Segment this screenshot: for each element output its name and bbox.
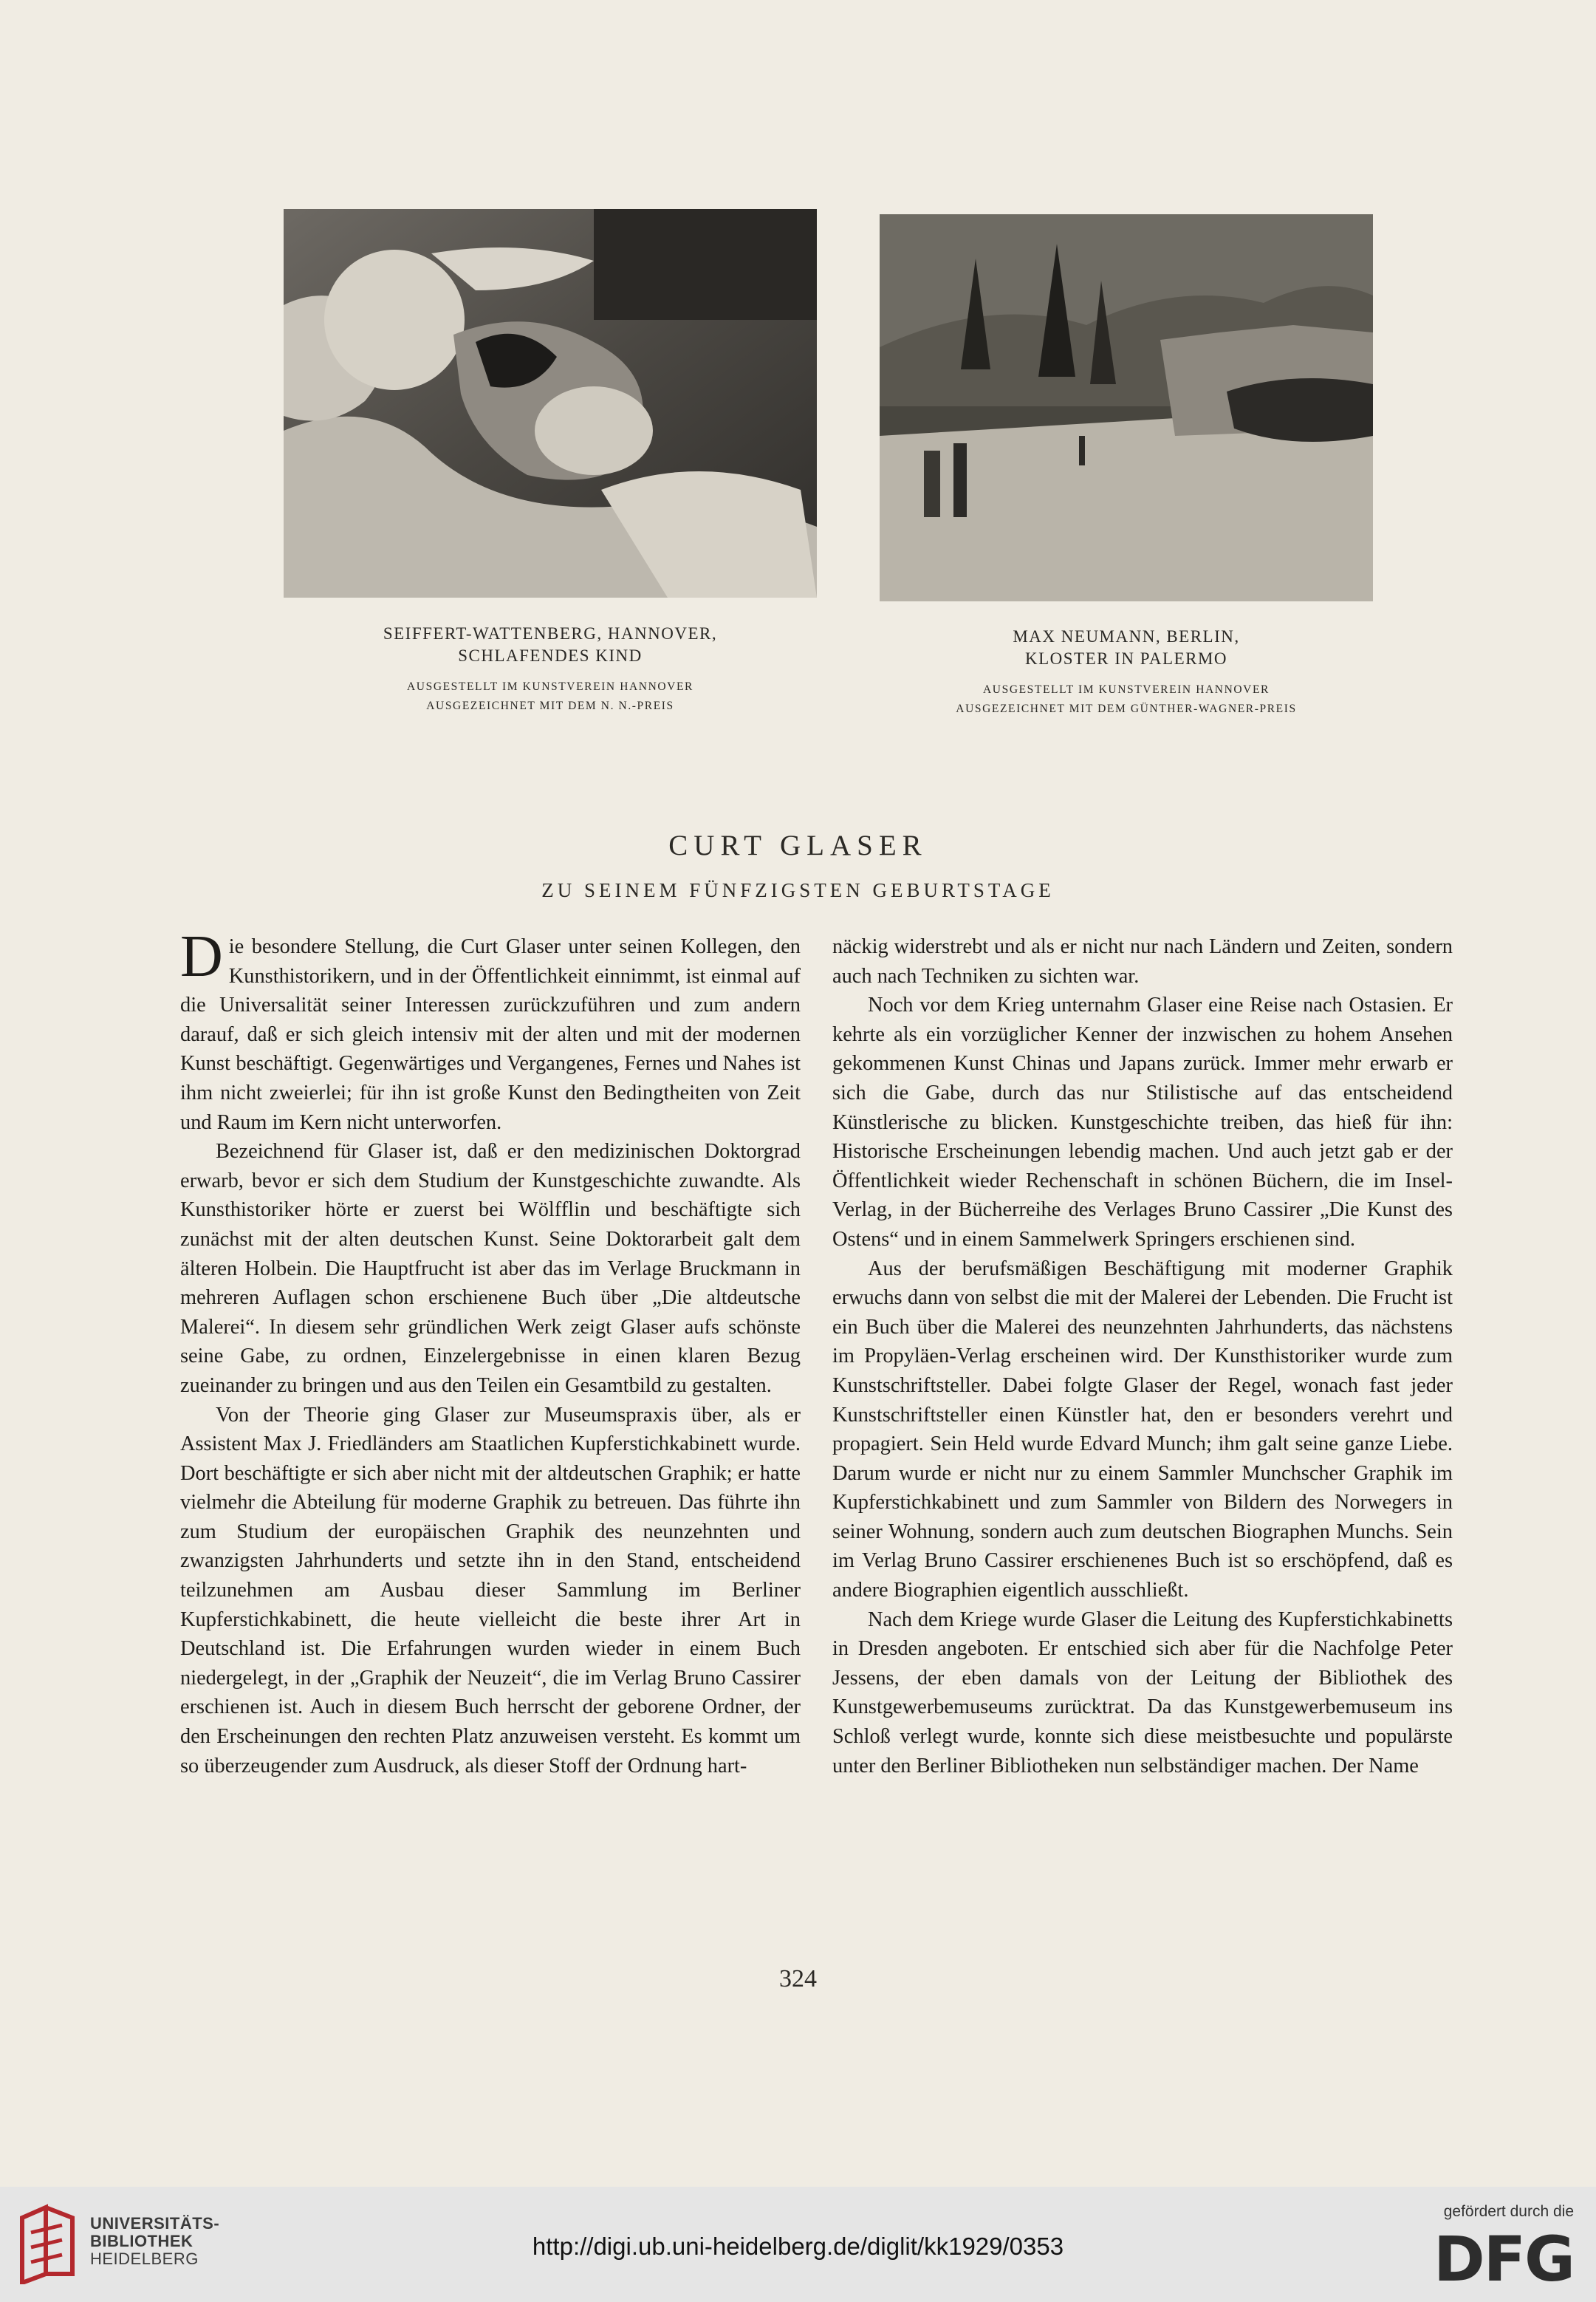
plate-exhibited-note: AUSGESTELLT IM KUNSTVEREIN HANNOVER [407, 680, 693, 693]
text-column-left [180, 924, 801, 1780]
paragraph: Noch vor dem Krieg unternahm Glaser eine Reise nach Ostasien. Er kehrte als ein vorzüglicher Kenner der inzwischen zu hohem Ansehen gekommenen Kunst Chinas und Japans zurück. Immer mehr erwarb er sich die Gabe, durch das nur Stilistische auf das entscheidend Künstlerische zu blicken. Kunstgeschichte treiben, das hieß für ihn: Historische Erscheinungen lebendig machen. Und auch jetzt gab er der Öffentlichkeit wieder Rechenschaft in schönen Büchern, die im Insel-Verlag, in der Bücherreihe des Verlages Bruno Cassirer „Die Kunst des Ostens“ und in einem Sammelwerk Springers erschienen sind. [832, 994, 1453, 1251]
plate-exhibited-note: AUSGESTELLT IM KUNSTVEREIN HANNOVER [983, 683, 1270, 696]
paragraph: Nach dem Kriege wurde Glaser die Leitung des Kupferstichkabinetts in Dresden angeboten. Er entschied sich aber für die Nachfolge Peter Jessens, der eben damals von der Leitung der Bibliothek des Kunstgewerbemuseums zurücktrat. Da das Kunstgewerbemuseum ins Schloß verlegt wurde, konnte sich diese meistbesuchte und populärste unter den Berliner Bibliotheken nun selbständiger machen. Der Name [832, 1608, 1453, 1777]
plate-artist: MAX NEUMANN, BERLIN, [1013, 627, 1240, 646]
text-column-right [832, 932, 1453, 1780]
plate-work-title: KLOSTER IN PALERMO [1024, 649, 1228, 668]
library-name-line: UNIVERSITÄTS- [90, 2214, 220, 2233]
paragraph: Von der Theorie ging Glaser zur Museumspraxis über, als er Assistent Max J. Friedländers am Staatlichen Kupferstichkabinett wurde. Dort beschäftigte er sich aber nicht mit der altdeutschen Graphik; er hatte vielmehr die Abteilung für moderne Graphik zu betreuen. Das führte ihn zum Studium der europäischen Graphik des neunzehnten und zwanzigsten Jahrhunderts und setzte ihn in den Stand, entscheidend teilzunehmen am Ausbau dieser Sammlung im Berliner Kupferstichkabinett, die heute vielleicht die beste ihrer Art in Deutschland ist. Die Erfahrungen wurden wieder in einem Buch niedergelegt, in der „Graphik der Neuzeit“, die im Verlag Bruno Cassirer erschienen ist. Auch in diesem Buch herrscht der geborene Ordner, der den Erscheinungen den rechten Platz anzuweisen versteht. Es kommt um so überzeugender zum Ausdruck, als dieser Stoff der Ordnung hart- [180, 1403, 801, 1777]
page-number: 324 [779, 1965, 817, 1992]
paragraph: näckig widerstrebt und als er nicht nur nach Ländern und Zeiten, sondern auch nach Techniken zu sichten war. [832, 935, 1453, 988]
plate-schlafendes-kind-image [284, 209, 817, 598]
paragraph: Die besondere Stellung, die Curt Glaser unter seinen Kollegen, den Kunsthistorikern, und in der Öffentlichkeit einnimmt, ist einmal auf die Universalität seiner Interessen zurückzuführen und zum andern darauf, daß er sich gleich intensiv mit der alten und mit der modernen Kunst beschäftigt. Gegenwärtiges und Vergangenes, Fernes und Nahes ist ihm nicht zweierlei; für ihn ist große Kunst den Bedingtheiten von Zeit und Raum im Kern nicht unterworfen. [180, 924, 801, 1134]
plate-work-title: SCHLAFENDES KIND [458, 646, 643, 665]
plate-caption-1 [284, 623, 817, 716]
plate-kloster-in-palermo-image [880, 214, 1373, 601]
paragraph: Bezeichnend für Glaser ist, daß er den medizinischen Doktorgrad erwarb, bevor er sich dem Studium der Kunstgeschichte zuwandte. Als Kunsthistoriker hörte er zuerst bei Wölfflin und beschäftigte sich zunächst mit der alten deutschen Kunst. Seine Doktorarbeit galt dem älteren Holbein. Die Hauptfrucht ist aber das im Verlage Bruckmann in mehreren Auflagen schon erschienene Buch über „Die altdeutsche Malerei“. In diesem sehr gründlichen Werk zeigt Glaser aufs schönste seine Gabe, zu ordnen, Einzelergebnisse in einen klaren Bezug zueinander zu bringen und aus den Teilen ein Gesamtbild zu gestalten. [180, 1140, 801, 1397]
dfg-logo[interactable]: DFG [1433, 2223, 1574, 2295]
viewer-footer [0, 2187, 1596, 2302]
library-name-line: BIBLIOTHEK [90, 2232, 193, 2250]
plate-award-note: AUSGEZEICHNET MIT DEM GÜNTHER-WAGNER-PREIS [956, 703, 1297, 715]
article-subtitle: ZU SEINEM FÜNFZIGSTEN GEBURTSTAGE [541, 879, 1055, 901]
plate-award-note: AUSGEZEICHNET MIT DEM N. N.-PREIS [426, 700, 674, 712]
permalink-url[interactable]: http://digi.ub.uni-heidelberg.de/diglit/kk1929/0353 [532, 2233, 1064, 2260]
funding-note: gefördert durch die [1443, 2203, 1574, 2220]
paragraph: Aus der berufsmäßigen Beschäftigung mit moderner Graphik erwuchs dann von selbst die mit der Malerei der Lebenden. Die Frucht ist ein Buch über die Malerei des neunzehnten Jahrhunderts, das nächstens im Propyläen-Verlag erscheinen wird. Der Kunsthistoriker wurde zum Kunstschriftsteller. Dabei folgte Glaser der Regel, wonach fast jeder Kunstschriftsteller einen Künstler hat, den er besonders verehrt und propagiert. Sein Held wurde Edvard Munch; ihm galt seine ganze Liebe. Darum wurde er nicht nur zu einem Sammler Munchscher Graphik im Kupferstichkabinett und zum Sammler von Bildern des Norwegers in seiner Wohnung, sondern auch zum deutschen Biographen Munchs. Sein im Verlag Bruno Cassirer erschienenes Buch ist so erschöpfend, daß es andere Biographien eigentlich ausschließt. [832, 1257, 1453, 1602]
article-title: CURT GLASER [668, 830, 928, 861]
library-name-line: HEIDELBERG [90, 2250, 199, 2268]
plate-caption-2 [880, 626, 1373, 719]
plate-artist: SEIFFERT-WATTENBERG, HANNOVER, [383, 624, 718, 643]
